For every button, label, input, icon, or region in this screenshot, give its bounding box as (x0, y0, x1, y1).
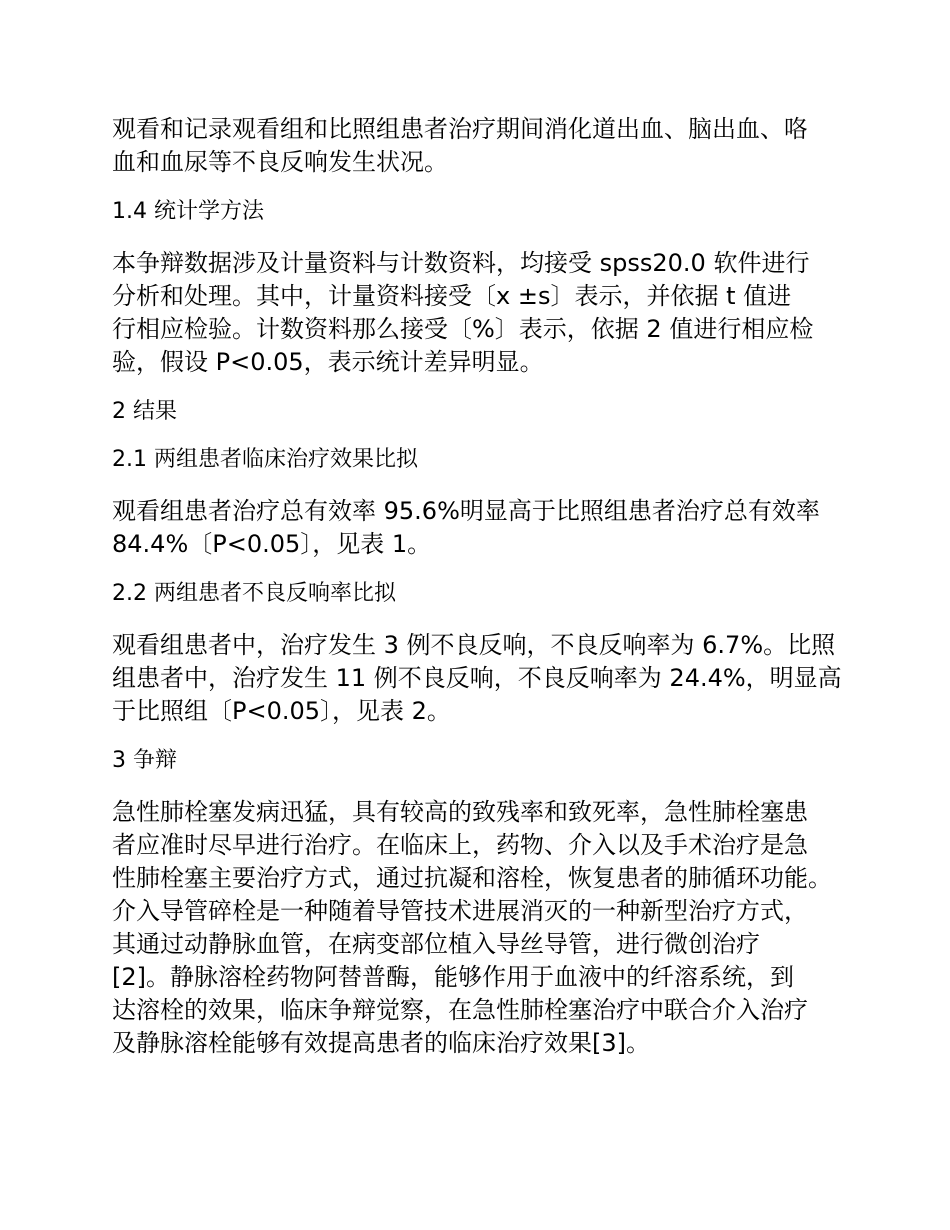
text-line: 其通过动静脉血管，在病变部位植入导丝导管，进行微创治疗 (112, 930, 760, 958)
text-line: 行相应检验。计数资料那么接受〔%〕表示，依据 2 值进行相应检 (112, 315, 814, 343)
text-line: 84.4%〔P<0.05〕，见表 1。 (112, 530, 432, 558)
text-line: [2]。静脉溶栓药物阿替普酶，能够作用于血液中的纤溶系统，到 (112, 963, 794, 991)
paragraph-adverse-reactions (112, 629, 842, 728)
paragraph-discussion (112, 796, 842, 1060)
text-line: 观看组患者治疗总有效率 95.6%明显高于比照组患者治疗总有效率 (112, 497, 820, 525)
heading-2: 2 结果 (112, 399, 177, 424)
paragraph-statistics (112, 247, 842, 379)
text-line: 观看组患者中，治疗发生 3 例不良反响，不良反响率为 6.7%。比照 (112, 631, 836, 659)
text-line: 性肺栓塞主要治疗方式，通过抗凝和溶栓，恢复患者的肺循环功能。 (112, 864, 832, 892)
text-line: 血和血尿等不良反响发生状况。 (112, 148, 448, 176)
text-line: 及静脉溶栓能够有效提高患者的临床治疗效果[3]。 (112, 1029, 650, 1057)
text-line: 验，假设 P<0.05，表示统计差异明显。 (112, 348, 544, 376)
text-line: 急性肺栓塞发病迅猛，具有较高的致残率和致死率，急性肺栓塞患 (112, 798, 808, 826)
text-line: 达溶栓的效果，临床争辩觉察，在急性肺栓塞治疗中联合介入治疗 (112, 996, 808, 1024)
document-page (112, 113, 842, 1060)
text-line: 者应准时尽早进行治疗。在临床上，药物、介入以及手术治疗是急 (112, 831, 808, 859)
heading-1-4: 1.4 统计学方法 (112, 199, 264, 224)
text-line: 组患者中，治疗发生 11 例不良反响，不良反响率为 24.4%，明显高 (112, 664, 842, 692)
text-line: 分析和处理。其中，计量资料接受〔x ±s〕表示，并依据 t 值进 (112, 282, 792, 310)
paragraph-efficacy (112, 495, 842, 561)
heading-2-2: 2.2 两组患者不良反响率比拟 (112, 581, 396, 606)
heading-3: 3 争辩 (112, 748, 177, 773)
paragraph-observation (112, 113, 842, 179)
text-line: 于比照组〔P<0.05〕，见表 2。 (112, 697, 451, 725)
text-line: 本争辩数据涉及计量资料与计数资料，均接受 spss20.0 软件进行 (112, 249, 810, 277)
heading-2-1: 2.1 两组患者临床治疗效果比拟 (112, 447, 418, 472)
text-line: 观看和记录观看组和比照组患者治疗期间消化道出血、脑出血、咯 (112, 115, 808, 143)
text-line: 介入导管碎栓是一种随着导管技术进展消灭的一种新型治疗方式， (112, 897, 808, 925)
